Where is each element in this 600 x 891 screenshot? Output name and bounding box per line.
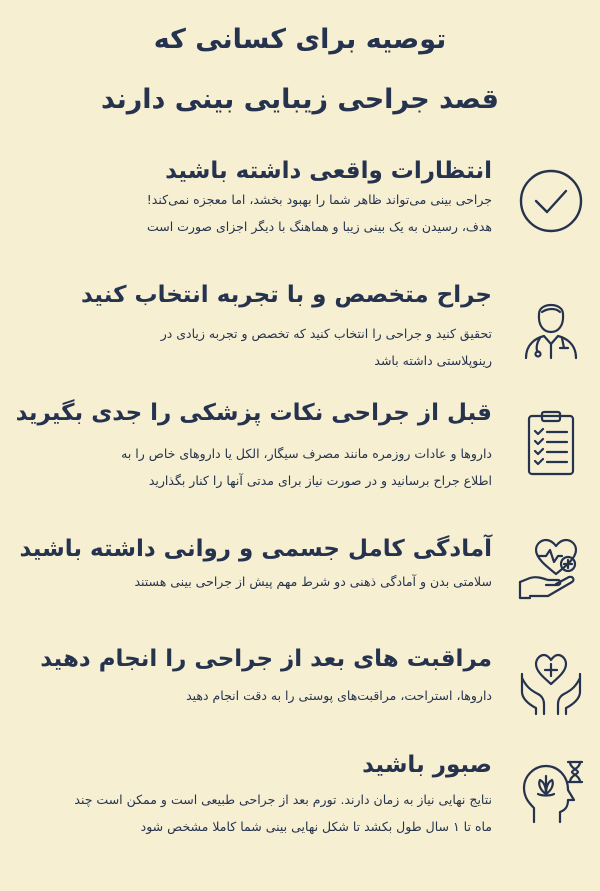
- page-title-line-1: توصیه برای کسانی که: [153, 24, 447, 55]
- tip-body: [22, 786, 492, 840]
- page-title-line-2: قصد جراحی زیبایی بینی دارند: [101, 84, 499, 115]
- tip-body: [22, 568, 492, 595]
- tip-heading: صبور باشید: [362, 752, 492, 778]
- checkmark-circle-icon: [512, 162, 590, 240]
- hand-holding-heart-icon: [512, 530, 590, 608]
- tip-body-line: سلامتی بدن و آمادگی ذهنی دو شرط مهم پیش از جراحی بینی هستند: [134, 574, 492, 589]
- tip-body-line: تحقیق کنید و جراحی را انتخاب کنید که تخصص و تجربه زیادی در: [160, 326, 492, 341]
- clipboard-checklist-icon: [512, 404, 590, 482]
- tip-body-line: هدف، رسیدن به یک بینی زیبا و هماهنگ با دیگر اجزای صورت است: [146, 219, 492, 234]
- tip-body: [22, 682, 492, 709]
- head-hourglass-patience-icon: [512, 754, 590, 832]
- tip-body-line: داروها، استراحت، مراقبت‌های پوستی را به دقت انجام دهید: [186, 688, 492, 703]
- tip-body-line: ماه تا ۱ سال طول بکشد تا شکل نهایی بینی شما کاملا مشخص شود: [140, 819, 492, 834]
- tip-body-line: جراحی بینی می‌تواند ظاهر شما را بهبود بخشد، اما معجزه نمی‌کند!: [146, 192, 492, 207]
- tip-body: [22, 320, 492, 374]
- tip-heading: جراح متخصص و با تجربه انتخاب کنید: [81, 282, 492, 308]
- tip-body: [22, 440, 492, 494]
- tip-body-line: نتایج نهایی نیاز به زمان دارند. تورم بعد از جراحی طبیعی است و ممکن است چند: [74, 792, 492, 807]
- tip-body-line: داروها و عادات روزمره مانند مصرف سیگار، الکل یا داروهای خاص را به: [121, 446, 492, 461]
- tip-heading: آمادگی کامل جسمی و روانی داشته باشید: [19, 536, 492, 562]
- tip-heading: انتظارات واقعی داشته باشید: [165, 158, 492, 184]
- tip-heading: مراقبت های بعد از جراحی را انجام دهید: [40, 646, 492, 672]
- doctor-icon: [512, 288, 590, 366]
- hands-heart-care-icon: [512, 642, 590, 720]
- tip-body-line: اطلاع جراح برسانید و در صورت نیاز برای مدتی آنها را کنار بگذارید: [148, 473, 492, 488]
- tip-body-line: رینوپلاستی داشته باشد: [374, 353, 492, 368]
- tip-heading: قبل از جراحی نکات پزشکی را جدی بگیرید: [15, 400, 492, 426]
- tip-body: [22, 186, 492, 240]
